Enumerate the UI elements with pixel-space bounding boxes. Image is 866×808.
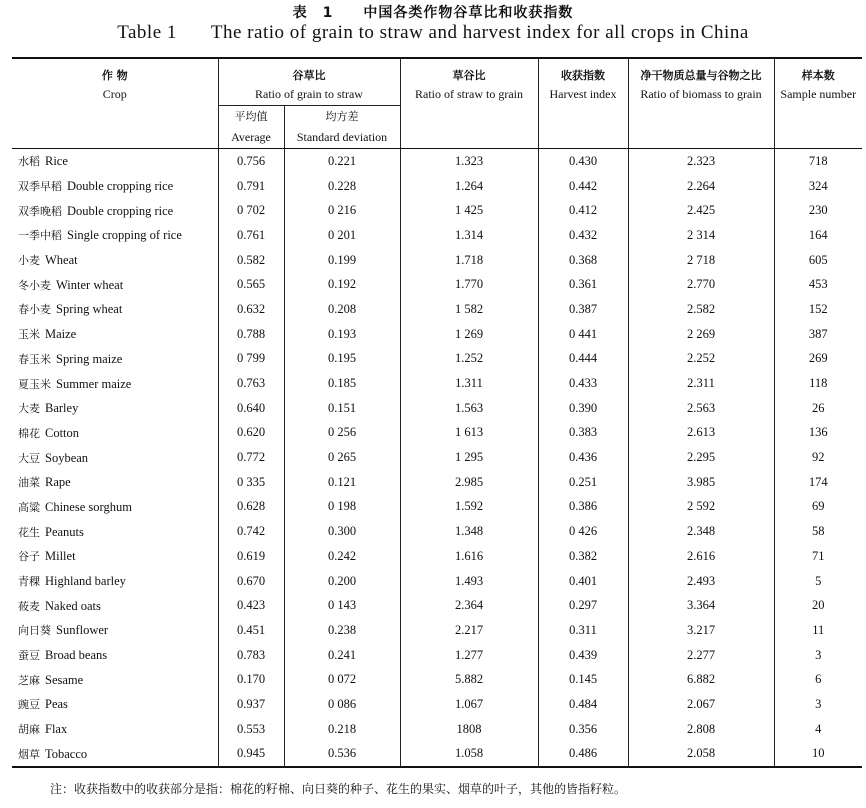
harvest-index-cell: 0 441 xyxy=(538,322,628,347)
crop-name-cn: 小麦 xyxy=(18,254,40,268)
biomass-grain-cell: 2 718 xyxy=(628,248,774,273)
crop-name-cell xyxy=(12,692,218,717)
straw-grain-cell: 2.985 xyxy=(400,470,538,495)
sd-cell: 0 198 xyxy=(284,495,400,520)
crop-name-cn: 玉米 xyxy=(18,328,40,342)
average-cell: 0.756 xyxy=(218,149,284,174)
sample-number-cell: 387 xyxy=(808,326,828,341)
sd-cell: 0 256 xyxy=(284,421,400,446)
straw-grain-cell: 1.493 xyxy=(400,569,538,594)
sample-number-cell: 324 xyxy=(808,178,828,193)
average-cell: 0.632 xyxy=(218,297,284,322)
crop-name-cn: 春玉米 xyxy=(18,352,51,366)
crop-name-cn: 高粱 xyxy=(18,500,40,514)
average-cell: 0 335 xyxy=(218,470,284,495)
straw-grain-cell: 1 613 xyxy=(400,421,538,446)
crop-name-en: Maize xyxy=(45,327,77,342)
harvest-index-cell: 0.387 xyxy=(538,297,628,322)
crop-name-cell xyxy=(12,198,218,223)
biomass-grain-cell: 2.311 xyxy=(628,371,774,396)
crop-name-en: Millet xyxy=(45,549,76,564)
crop-name-cell xyxy=(12,421,218,446)
average-cell: 0.761 xyxy=(218,223,284,248)
table-caption: The ratio of grain to straw and harvest index for all crops in China xyxy=(210,22,749,43)
sd-cell: 0.193 xyxy=(284,322,400,347)
table-row xyxy=(12,618,862,643)
sample-number-cell: 152 xyxy=(808,301,828,316)
straw-grain-cell: 1.616 xyxy=(400,544,538,569)
crop-name-cn: 水稻 xyxy=(18,155,40,169)
crop-name-cell xyxy=(12,149,218,174)
sd-cell: 0.221 xyxy=(284,149,400,174)
crop-name-cell xyxy=(12,347,218,372)
header-crop-cn: 作 物 xyxy=(12,58,218,83)
sample-number-cell: 20 xyxy=(812,598,825,613)
table-row xyxy=(12,149,862,174)
harvest-index-cell: 0.432 xyxy=(538,223,628,248)
crop-name-cell xyxy=(12,248,218,273)
crop-name-en: Highland barley xyxy=(45,574,126,589)
harvest-index-cell: 0.383 xyxy=(538,421,628,446)
crop-name-cn: 豌豆 xyxy=(18,698,40,712)
crop-name-cn: 双季早稻 xyxy=(18,180,62,194)
table-title-english xyxy=(0,22,866,44)
crop-name-cn: 蚕豆 xyxy=(18,649,40,663)
crop-name-cn: 烟草 xyxy=(18,747,40,761)
harvest-index-cell: 0.297 xyxy=(538,593,628,618)
average-cell: 0.628 xyxy=(218,495,284,520)
sd-cell: 0.195 xyxy=(284,347,400,372)
sd-cell: 0.300 xyxy=(284,519,400,544)
table-row xyxy=(12,371,862,396)
harvest-index-cell: 0.412 xyxy=(538,198,628,223)
straw-grain-cell: 1.264 xyxy=(400,174,538,199)
header-sd-cn: 均方差 xyxy=(284,106,400,127)
table-row xyxy=(12,248,862,273)
sample-number-cell: 118 xyxy=(809,376,828,391)
sample-number-cell: 3 xyxy=(815,696,822,711)
crop-name-cell xyxy=(12,297,218,322)
crop-name-cell xyxy=(12,717,218,742)
crop-name-cell xyxy=(12,569,218,594)
crop-name-en: Sunflower xyxy=(56,623,109,638)
average-cell: 0.620 xyxy=(218,421,284,446)
crop-name-cell xyxy=(12,470,218,495)
straw-grain-cell: 1 295 xyxy=(400,445,538,470)
harvest-index-cell: 0.251 xyxy=(538,470,628,495)
crop-name-cn: 夏玉米 xyxy=(18,377,51,391)
header-hi-cn: 收获指数 xyxy=(538,58,628,83)
biomass-grain-cell: 2.067 xyxy=(628,692,774,717)
biomass-grain-cell: 2.770 xyxy=(628,272,774,297)
harvest-index-cell: 0.361 xyxy=(538,272,628,297)
harvest-index-cell: 0.311 xyxy=(538,618,628,643)
average-cell: 0.451 xyxy=(218,618,284,643)
sample-number-cell: 58 xyxy=(812,524,825,539)
straw-grain-cell: 1.311 xyxy=(400,371,538,396)
crop-name-cn: 青稞 xyxy=(18,575,40,589)
crop-name-en: Spring maize xyxy=(56,351,123,366)
straw-grain-cell: 1 269 xyxy=(400,322,538,347)
sd-cell: 0.536 xyxy=(284,742,400,768)
biomass-grain-cell: 2.277 xyxy=(628,643,774,668)
crop-name-cell xyxy=(12,544,218,569)
crop-name-cell xyxy=(12,742,218,768)
sample-number-cell: 136 xyxy=(808,425,828,440)
sample-number-cell: 71 xyxy=(812,548,825,563)
biomass-grain-cell: 2.563 xyxy=(628,396,774,421)
biomass-grain-cell: 2.616 xyxy=(628,544,774,569)
crop-name-cn: 油菜 xyxy=(18,476,40,490)
table-row xyxy=(12,742,862,768)
sd-cell: 0.238 xyxy=(284,618,400,643)
biomass-grain-cell: 2.264 xyxy=(628,174,774,199)
sample-number-cell: 92 xyxy=(812,450,825,465)
crop-name-cell xyxy=(12,396,218,421)
average-cell: 0.763 xyxy=(218,371,284,396)
crop-name-cn: 谷子 xyxy=(18,550,40,564)
average-cell: 0.565 xyxy=(218,272,284,297)
table-body xyxy=(12,149,862,768)
crop-name-cell xyxy=(12,223,218,248)
average-cell: 0.553 xyxy=(218,717,284,742)
crop-name-cn: 大麦 xyxy=(18,402,40,416)
sd-cell: 0.199 xyxy=(284,248,400,273)
header-bio-cn: 净干物质总量与谷物之比 xyxy=(628,58,774,83)
average-cell: 0 799 xyxy=(218,347,284,372)
biomass-grain-cell: 3.364 xyxy=(628,593,774,618)
sample-number-cell: 3 xyxy=(815,647,822,662)
table-row xyxy=(12,396,862,421)
table-row xyxy=(12,593,862,618)
sample-number-cell: 605 xyxy=(808,252,828,267)
sample-number-cell: 10 xyxy=(774,742,862,768)
crop-name-en: Peanuts xyxy=(45,524,84,539)
table-row xyxy=(12,322,862,347)
straw-grain-cell: 1 582 xyxy=(400,297,538,322)
sd-cell: 0 216 xyxy=(284,198,400,223)
crop-name-en: Rape xyxy=(45,475,71,490)
header-sd-en: Standard deviation xyxy=(284,126,400,149)
table-row xyxy=(12,198,862,223)
sample-number-cell: 69 xyxy=(812,499,825,514)
biomass-grain-cell: 2.323 xyxy=(628,149,774,174)
harvest-index-cell: 0.433 xyxy=(538,371,628,396)
crop-name-cell xyxy=(12,174,218,199)
crop-name-cell xyxy=(12,519,218,544)
average-cell: 0 702 xyxy=(218,198,284,223)
biomass-grain-cell: 2 269 xyxy=(628,322,774,347)
sample-number-cell: 164 xyxy=(808,227,828,242)
harvest-index-cell: 0.436 xyxy=(538,445,628,470)
crop-name-en: Peas xyxy=(45,697,68,712)
sd-cell: 0.200 xyxy=(284,569,400,594)
crop-name-en: Flax xyxy=(45,722,68,737)
biomass-grain-cell: 2.295 xyxy=(628,445,774,470)
straw-grain-cell: 1.058 xyxy=(400,742,538,768)
sd-cell: 0 201 xyxy=(284,223,400,248)
straw-grain-cell: 1.067 xyxy=(400,692,538,717)
straw-grain-cell: 1.718 xyxy=(400,248,538,273)
biomass-grain-cell: 6.882 xyxy=(628,667,774,692)
table-row xyxy=(12,223,862,248)
straw-grain-cell: 1 425 xyxy=(400,198,538,223)
sd-cell: 0.228 xyxy=(284,174,400,199)
crop-name-cn: 棉花 xyxy=(18,426,40,440)
table-row xyxy=(12,347,862,372)
straw-grain-cell: 2.364 xyxy=(400,593,538,618)
crop-name-cn: 一季中稻 xyxy=(18,229,62,243)
table-number: Table 1 xyxy=(117,22,177,43)
harvest-index-cell: 0.386 xyxy=(538,495,628,520)
crop-name-cell xyxy=(12,495,218,520)
crop-name-cell xyxy=(12,643,218,668)
sd-cell: 0.192 xyxy=(284,272,400,297)
crop-name-en: Soybean xyxy=(45,450,89,465)
biomass-grain-cell: 2.252 xyxy=(628,347,774,372)
crop-name-cn: 冬小麦 xyxy=(18,278,51,292)
table-row xyxy=(12,519,862,544)
table-row xyxy=(12,643,862,668)
crop-ratio-table xyxy=(12,57,862,768)
table-row xyxy=(12,421,862,446)
table-row xyxy=(12,495,862,520)
crop-name-cell xyxy=(12,593,218,618)
straw-grain-cell: 1.348 xyxy=(400,519,538,544)
straw-grain-cell: 2.217 xyxy=(400,618,538,643)
harvest-index-cell: 0.484 xyxy=(538,692,628,717)
table-row xyxy=(12,717,862,742)
crop-name-en: Naked oats xyxy=(45,598,101,613)
average-cell: 0.423 xyxy=(218,593,284,618)
harvest-index-cell: 0.145 xyxy=(538,667,628,692)
average-cell: 0.772 xyxy=(218,445,284,470)
header-ratio-en: Ratio of grain to straw xyxy=(218,83,400,106)
harvest-index-cell: 0.444 xyxy=(538,347,628,372)
biomass-grain-cell: 3.217 xyxy=(628,618,774,643)
crop-name-en: Broad beans xyxy=(45,648,108,663)
crop-name-cell xyxy=(12,272,218,297)
straw-grain-cell: 1.563 xyxy=(400,396,538,421)
crop-name-en: Barley xyxy=(45,401,79,416)
harvest-index-cell: 0.430 xyxy=(538,149,628,174)
biomass-grain-cell: 3.985 xyxy=(628,470,774,495)
straw-grain-cell: 1808 xyxy=(400,717,538,742)
biomass-grain-cell: 2.425 xyxy=(628,198,774,223)
average-cell: 0.640 xyxy=(218,396,284,421)
harvest-index-cell: 0.401 xyxy=(538,569,628,594)
crop-name-en: Double cropping rice xyxy=(67,179,174,194)
biomass-grain-cell: 2.808 xyxy=(628,717,774,742)
average-cell: 0.945 xyxy=(218,742,284,768)
crop-name-cn: 莜麦 xyxy=(18,599,40,613)
sample-number-cell: 11 xyxy=(812,622,825,637)
harvest-index-cell: 0.368 xyxy=(538,248,628,273)
sample-number-cell: 6 xyxy=(815,672,822,687)
harvest-index-cell: 0.356 xyxy=(538,717,628,742)
biomass-grain-cell: 2.058 xyxy=(628,742,774,768)
biomass-grain-cell: 2.493 xyxy=(628,569,774,594)
sd-cell: 0 086 xyxy=(284,692,400,717)
header-avg-cn: 平均值 xyxy=(218,106,284,127)
straw-grain-cell: 1.314 xyxy=(400,223,538,248)
crop-name-en: Cotton xyxy=(45,425,80,440)
header-straw-cn: 草谷比 xyxy=(400,58,538,83)
sd-cell: 0 143 xyxy=(284,593,400,618)
table-row xyxy=(12,445,862,470)
straw-grain-cell: 1.277 xyxy=(400,643,538,668)
crop-name-cn: 向日葵 xyxy=(18,624,51,638)
sd-cell: 0.242 xyxy=(284,544,400,569)
header-n-en: Sample number xyxy=(780,86,857,101)
crop-name-en: Double cropping rice xyxy=(67,203,174,218)
straw-grain-cell: 1.592 xyxy=(400,495,538,520)
biomass-grain-cell: 2 314 xyxy=(628,223,774,248)
crop-name-cell xyxy=(12,322,218,347)
sample-number-cell: 174 xyxy=(808,474,828,489)
header-n-cn: 样本数 xyxy=(774,58,862,83)
harvest-index-cell: 0.486 xyxy=(538,742,628,768)
straw-grain-cell: 1.770 xyxy=(400,272,538,297)
average-cell: 0.791 xyxy=(218,174,284,199)
sample-number-cell: 5 xyxy=(815,573,822,588)
header-avg-en: Average xyxy=(218,126,284,149)
header-bio-en: Ratio of biomass to grain xyxy=(628,83,774,106)
table-row xyxy=(12,174,862,199)
table-row xyxy=(12,297,862,322)
biomass-grain-cell: 2.348 xyxy=(628,519,774,544)
straw-grain-cell: 5.882 xyxy=(400,667,538,692)
sample-number-cell: 269 xyxy=(808,351,828,366)
straw-grain-cell: 1.323 xyxy=(400,149,538,174)
crop-name-cell xyxy=(12,371,218,396)
crop-name-en: Spring wheat xyxy=(56,302,123,317)
sd-cell: 0 265 xyxy=(284,445,400,470)
average-cell: 0.783 xyxy=(218,643,284,668)
crop-name-en: Chinese sorghum xyxy=(45,499,132,514)
crop-name-en: Summer maize xyxy=(56,376,132,391)
sample-number-cell: 230 xyxy=(808,203,828,218)
header-ratio-cn: 谷草比 xyxy=(218,58,400,83)
average-cell: 0.788 xyxy=(218,322,284,347)
header-straw-en: Ratio of straw to grain xyxy=(400,83,538,106)
table-row xyxy=(12,692,862,717)
harvest-index-cell: 0.442 xyxy=(538,174,628,199)
table-row xyxy=(12,667,862,692)
crop-name-en: Tobacco xyxy=(45,746,88,761)
average-cell: 0.742 xyxy=(218,519,284,544)
sample-number-cell: 718 xyxy=(808,153,828,168)
harvest-index-cell: 0.382 xyxy=(538,544,628,569)
biomass-grain-cell: 2 592 xyxy=(628,495,774,520)
average-cell: 0.619 xyxy=(218,544,284,569)
sd-cell: 0.241 xyxy=(284,643,400,668)
table-title-chinese: 表 1 中国各类作物谷草比和收获指数 xyxy=(292,5,574,21)
average-cell: 0.170 xyxy=(218,667,284,692)
crop-name-cn: 双季晚稻 xyxy=(18,204,62,218)
crop-name-cn: 胡麻 xyxy=(18,723,40,737)
crop-name-en: Winter wheat xyxy=(56,277,124,292)
crop-name-cn: 大豆 xyxy=(18,451,40,465)
header-hi-en: Harvest index xyxy=(538,83,628,106)
sd-cell: 0.185 xyxy=(284,371,400,396)
sample-number-cell: 26 xyxy=(812,400,825,415)
sd-cell: 0.121 xyxy=(284,470,400,495)
harvest-index-cell: 0.390 xyxy=(538,396,628,421)
crop-name-en: Rice xyxy=(45,154,68,169)
average-cell: 0.670 xyxy=(218,569,284,594)
crop-name-cn: 春小麦 xyxy=(18,303,51,317)
average-cell: 0.582 xyxy=(218,248,284,273)
header-crop-en: Crop xyxy=(12,83,218,106)
sample-number-cell: 453 xyxy=(808,277,828,292)
table-row xyxy=(12,272,862,297)
table-row xyxy=(12,569,862,594)
header-blank xyxy=(12,106,218,127)
table-row xyxy=(12,470,862,495)
harvest-index-cell: 0 426 xyxy=(538,519,628,544)
crop-name-cn: 芝麻 xyxy=(18,673,40,687)
footnote: 注：收获指数中的收获部分是指：棉花的籽棉、向日葵的种子、花生的果实、烟草的叶子，其他的皆指籽粒。 xyxy=(50,782,627,796)
sd-cell: 0 072 xyxy=(284,667,400,692)
crop-name-cn: 花生 xyxy=(18,525,40,539)
crop-name-cell xyxy=(12,667,218,692)
crop-name-en: Sesame xyxy=(45,672,84,687)
sd-cell: 0.218 xyxy=(284,717,400,742)
biomass-grain-cell: 2.613 xyxy=(628,421,774,446)
straw-grain-cell: 1.252 xyxy=(400,347,538,372)
sd-cell: 0.151 xyxy=(284,396,400,421)
crop-name-en: Wheat xyxy=(45,253,78,268)
harvest-index-cell: 0.439 xyxy=(538,643,628,668)
crop-name-cell xyxy=(12,445,218,470)
crop-name-cell xyxy=(12,618,218,643)
sd-cell: 0.208 xyxy=(284,297,400,322)
crop-name-en: Single cropping of rice xyxy=(67,228,182,243)
biomass-grain-cell: 2.582 xyxy=(628,297,774,322)
sample-number-cell: 4 xyxy=(815,721,822,736)
average-cell: 0.937 xyxy=(218,692,284,717)
table-row xyxy=(12,544,862,569)
